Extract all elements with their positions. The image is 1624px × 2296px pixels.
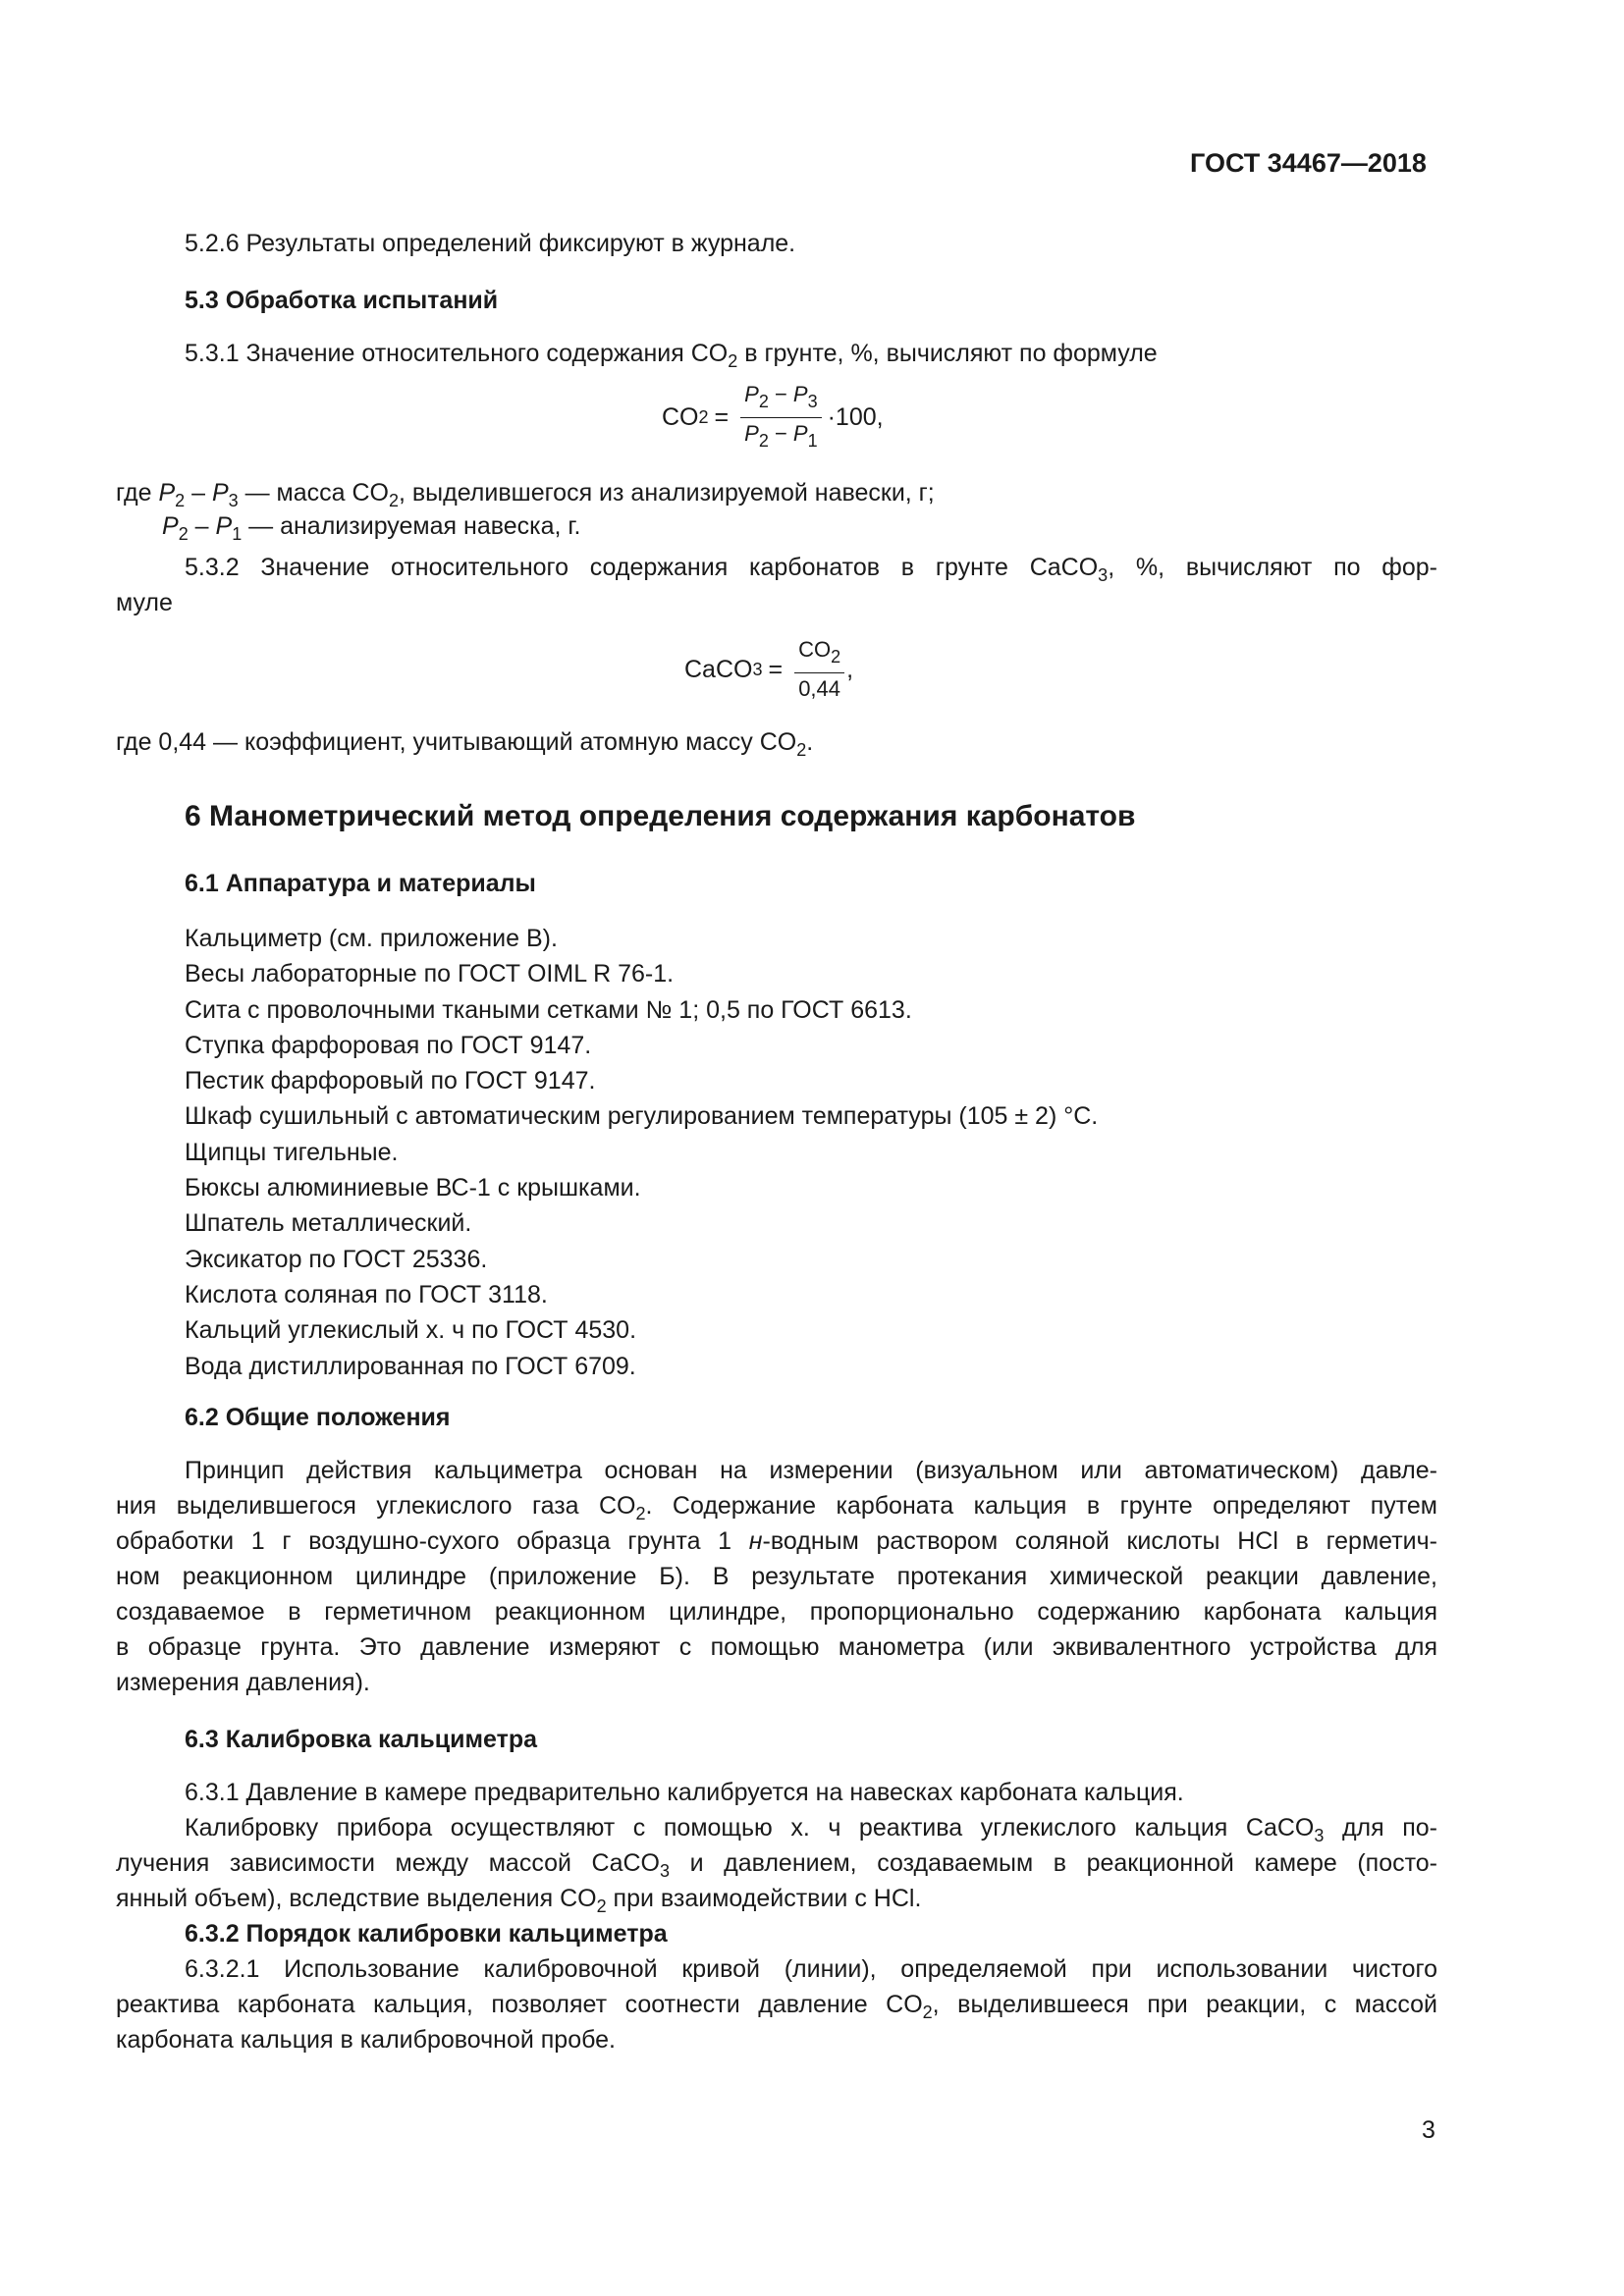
para-5-3-1: 5.3.1 Значение относительного содержания $CO_2$ в грунте, %, вычисляют по формуле	[185, 340, 1158, 371]
para-6-2-line: обработки 1 г воздушно-сухого образца грунта 1 н-водным раствором соляной кислоты HCl в герметич-	[116, 1527, 1437, 1555]
doc-code: ГОСТ 34467—2018	[1190, 148, 1427, 178]
list-item: Кислота соляная по ГОСТ 3118.	[185, 1280, 548, 1308]
equipment-list	[185, 921, 1098, 1384]
formula-co2-fraction: $\frac{P_2 - P_3}{P_2 - P_1}$	[740, 381, 821, 454]
formula-co2: CO 2 = $\frac{P_2 - P_3}{P_2 - P_1}$ ·100,	[662, 381, 884, 454]
list-item: Пестик фарфоровый по ГОСТ 9147.	[185, 1067, 596, 1095]
para-6-2-line: в образце грунта. Это давление измеряют с помощью манометра (или эквивалентного устройства для	[116, 1633, 1437, 1661]
para-6-2-line: Принцип действия кальциметра основан на измерении (визуальном или автоматическом) давле-	[185, 1457, 1437, 1484]
formula-caco3-fraction: $\frac{CO_2}{0,44}$	[794, 636, 844, 703]
list-item: Бюксы алюминиевые ВС-1 с крышками.	[185, 1174, 641, 1202]
list-item: Сита с проволочными ткаными сетками № 1; 0,5 по ГОСТ 6613.	[185, 995, 912, 1024]
list-item: Ступка фарфоровая по ГОСТ 9147.	[185, 1031, 592, 1059]
heading-6-2: 6.2 Общие положения	[185, 1404, 451, 1431]
para-5-2-6: 5.2.6 Результаты определений фиксируют в журнале.	[185, 230, 796, 257]
heading-6-1: 6.1 Аппаратура и материалы	[185, 870, 536, 897]
para-6-3-2-1-line: 6.3.2.1 Использование калибровочной кривой (линии), определяемой при использовании чистого	[185, 1955, 1437, 1983]
formula-caco3: CaCO 3 = $\frac{CO_2}{0,44}$ ,	[684, 637, 854, 701]
list-item: Вода дистиллированная по ГОСТ 6709.	[185, 1352, 636, 1380]
list-item: Шкаф сушильный с автоматическим регулированием температуры (105 ± 2) °C.	[185, 1102, 1099, 1131]
para-6-3-1: 6.3.1 Давление в камере предварительно калибруется на навесках карбоната кальция.	[185, 1779, 1184, 1806]
list-item: Шпатель металлический.	[185, 1209, 472, 1238]
para-6-2-line: ном реакционном цилиндре (приложение Б). В результате протекания химической реакции давление,	[116, 1563, 1437, 1590]
para-5-3-2-cont: муле	[116, 589, 173, 616]
para-6-2-line: измерения давления).	[116, 1669, 370, 1696]
list-item: Кальций углекислый х. ч по ГОСТ 4530.	[185, 1316, 637, 1345]
para-6-2-line: ния выделившегося углекислого газа $CO_2$. Содержание карбоната кальция в грунте определяют путем	[116, 1492, 1437, 1523]
para-6-3-line: янный объем), вследствие выделения $CO_2$ при взаимодействии с HCl.	[116, 1885, 922, 1916]
para-6-3-line: лучения зависимости между массой CaCO$_3$ и давлением, создаваемым в реакционной камере (посто-	[116, 1849, 1437, 1881]
para-6-3-line: Калибровку прибора осуществляют с помощью х. ч реактива углекислого кальция CaCO$_3$ для по-	[185, 1814, 1438, 1845]
where-p2-p3: где $P_2 - P_3$ — масса $CO_2$, выделившегося из анализируемой навески, г;	[116, 479, 935, 510]
heading-6-3-2: 6.3.2 Порядок калибровки кальциметра	[185, 1920, 668, 1948]
page-number: 3	[1422, 2116, 1435, 2144]
heading-6: 6 Манометрический метод определения содержания карбонатов	[185, 800, 1136, 832]
para-6-2-line: создаваемое в герметичном реакционном цилиндре, пропорционально содержанию карбоната кальция	[116, 1598, 1437, 1626]
list-item: Весы лабораторные по ГОСТ OIML R 76-1.	[185, 960, 675, 988]
heading-5-3: 5.3 Обработка испытаний	[185, 287, 499, 314]
heading-6-3: 6.3 Калибровка кальциметра	[185, 1726, 538, 1753]
para-5-3-2: 5.3.2 Значение относительного содержания карбонатов в грунте CaCO$_3$, %, вычисляют по фор-	[185, 554, 1438, 585]
where-044: где 0,44 — коэффициент, учитывающий атомную массу $CO_2$.	[116, 728, 814, 760]
list-item: Эксикатор по ГОСТ 25336.	[185, 1245, 488, 1273]
para-6-3-2-1-line: реактива карбоната кальция, позволяет соотнести давление $CO_2$, выделившееся при реакции, с массой	[116, 1991, 1437, 2022]
para-6-3-2-1-line: карбоната кальция в калибровочной пробе.	[116, 2026, 616, 2054]
list-item: Щипцы тигельные.	[185, 1138, 399, 1166]
where-p2-p1: $P_2 - P_1$ — анализируемая навеска, г.	[162, 512, 581, 544]
list-item: Кальциметр (см. приложение В).	[185, 925, 558, 952]
